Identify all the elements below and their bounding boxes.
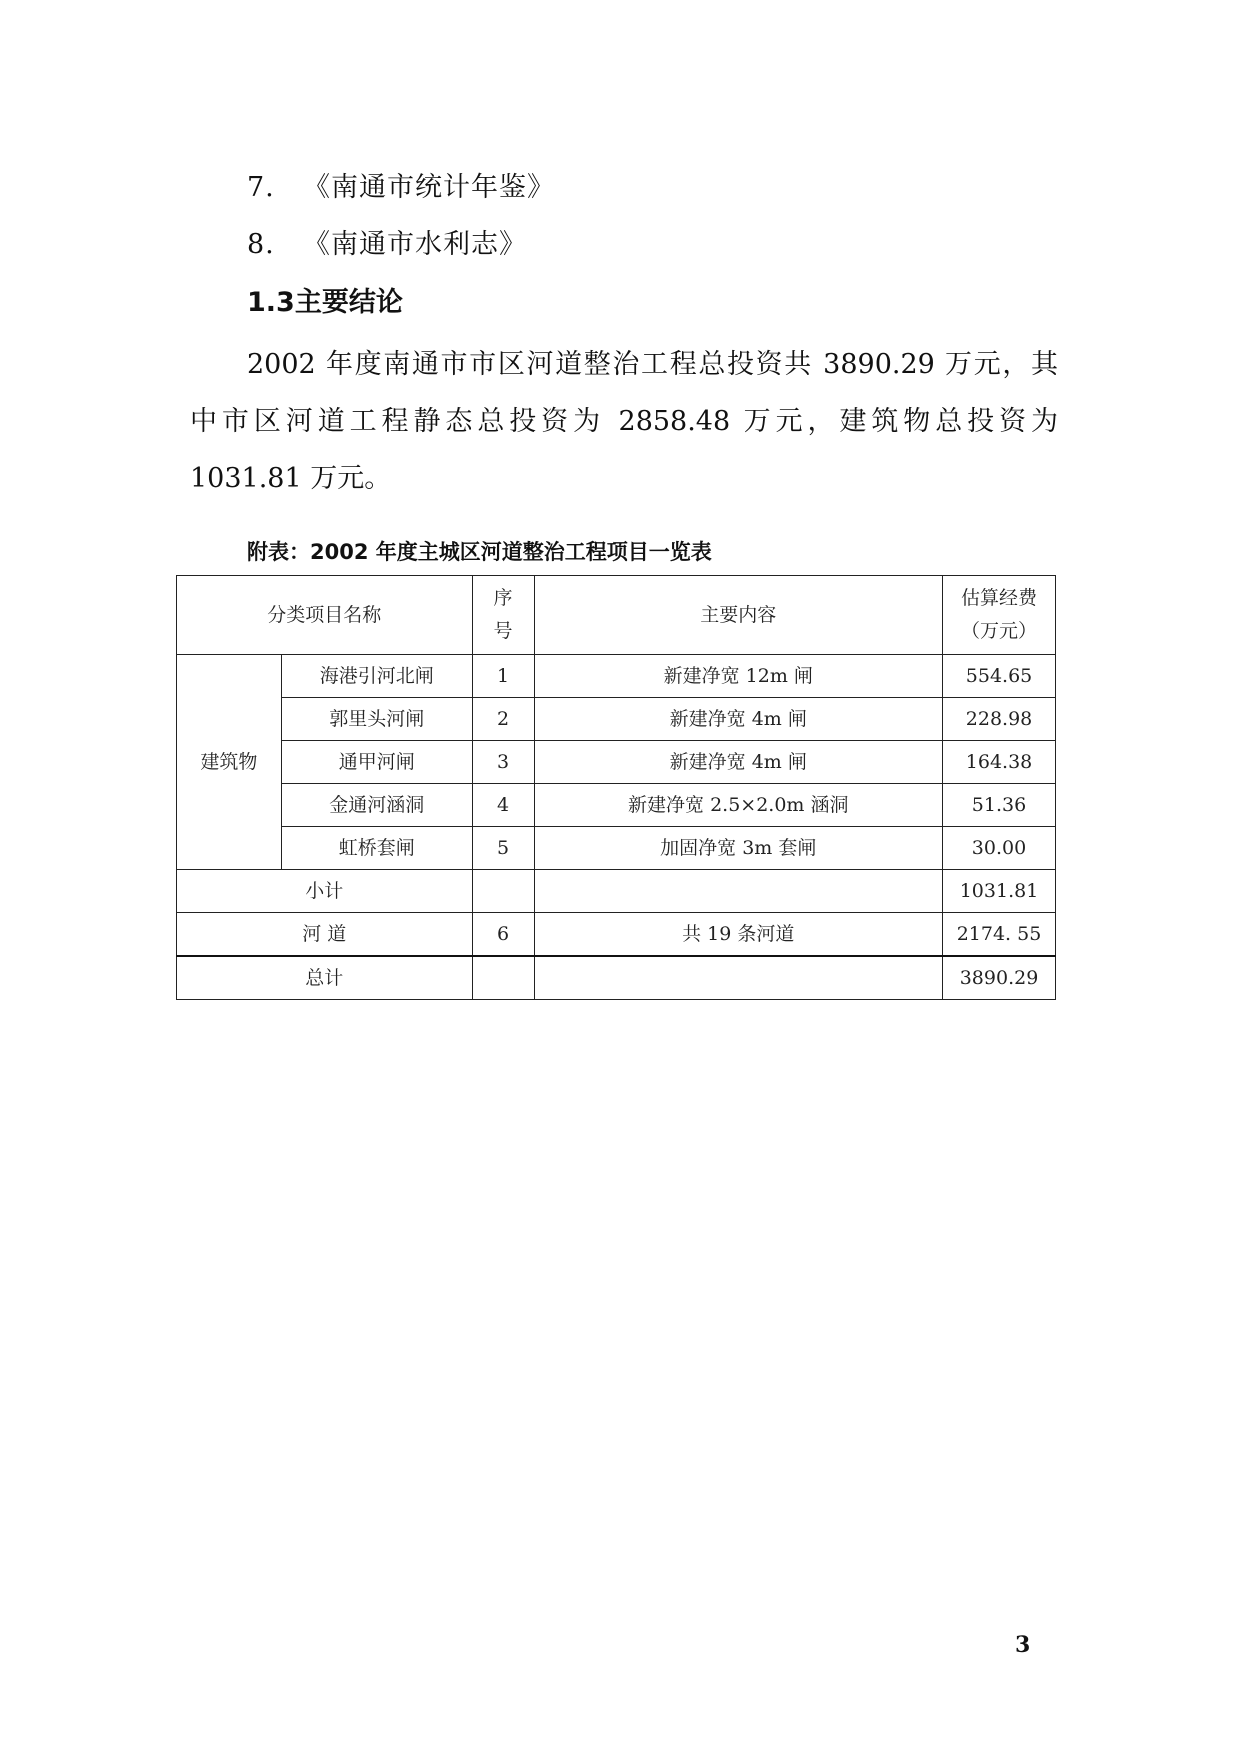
building-cost: 164.38 (943, 741, 1056, 784)
reference-title: 《南通市水利志》 (303, 229, 527, 260)
header-seq (472, 576, 534, 655)
table-row (177, 655, 1056, 698)
building-content: 新建净宽 4m 闸 (534, 741, 943, 784)
building-seq: 1 (472, 655, 534, 698)
building-content: 新建净宽 2.5×2.0m 涵洞 (534, 784, 943, 827)
building-seq: 4 (472, 784, 534, 827)
header-cost-top: 估算经费 (961, 587, 1038, 609)
reference-item (247, 168, 555, 208)
building-name: 郭里头河闸 (281, 698, 472, 741)
river-label: 河 道 (177, 913, 473, 957)
conclusion-line: 1031.81 万元。 (190, 463, 392, 494)
header-seq-bottom: 号 (493, 620, 513, 642)
subtotal-content (534, 870, 943, 913)
building-name: 虹桥套闸 (281, 827, 472, 870)
total-label: 总计 (177, 956, 473, 1000)
building-content: 新建净宽 12m 闸 (534, 655, 943, 698)
subtotal-seq (472, 870, 534, 913)
total-seq (472, 956, 534, 1000)
project-table (176, 575, 1056, 1000)
page-number: 3 (1015, 1632, 1031, 1658)
table-row (177, 784, 1056, 827)
reference-number: 8. (247, 229, 275, 260)
table-row (177, 741, 1056, 784)
table-header-row (177, 576, 1056, 655)
building-name: 海港引河北闸 (281, 655, 472, 698)
table-caption: 附表：2002 年度主城区河道整治工程项目一览表 (247, 540, 712, 564)
building-content: 加固净宽 3m 套闸 (534, 827, 943, 870)
building-seq: 5 (472, 827, 534, 870)
header-seq-top: 序 (493, 587, 513, 609)
total-cost: 3890.29 (943, 956, 1056, 1000)
building-seq: 2 (472, 698, 534, 741)
conclusion-line: 中市区河道工程静态总投资为 2858.48 万元，建筑物总投资为 (190, 406, 1058, 437)
reference-number: 7. (247, 172, 275, 203)
subtotal-cost: 1031.81 (943, 870, 1056, 913)
group-label: 建筑物 (177, 655, 282, 870)
river-seq: 6 (472, 913, 534, 957)
river-content: 共 19 条河道 (534, 913, 943, 957)
header-category: 分类项目名称 (177, 576, 473, 655)
building-cost: 554.65 (943, 655, 1056, 698)
river-cost: 2174. 55 (943, 913, 1056, 957)
building-seq: 3 (472, 741, 534, 784)
table-row (177, 827, 1056, 870)
subtotal-row (177, 870, 1056, 913)
building-cost: 30.00 (943, 827, 1056, 870)
building-cost: 51.36 (943, 784, 1056, 827)
river-row (177, 913, 1056, 957)
section-heading: 1.3主要结论 (247, 287, 403, 318)
conclusion-line: 2002 年度南通市市区河道整治工程总投资共 3890.29 万元，其 (247, 349, 1058, 380)
header-cost-bottom: （万元） (961, 620, 1038, 642)
reference-title: 《南通市统计年鉴》 (303, 172, 555, 203)
building-name: 金通河涵洞 (281, 784, 472, 827)
total-row (177, 956, 1056, 1000)
reference-item (247, 225, 527, 265)
header-content: 主要内容 (534, 576, 943, 655)
building-cost: 228.98 (943, 698, 1056, 741)
building-content: 新建净宽 4m 闸 (534, 698, 943, 741)
building-name: 通甲河闸 (281, 741, 472, 784)
total-content (534, 956, 943, 1000)
subtotal-label: 小计 (177, 870, 473, 913)
header-cost (943, 576, 1056, 655)
table-row (177, 698, 1056, 741)
